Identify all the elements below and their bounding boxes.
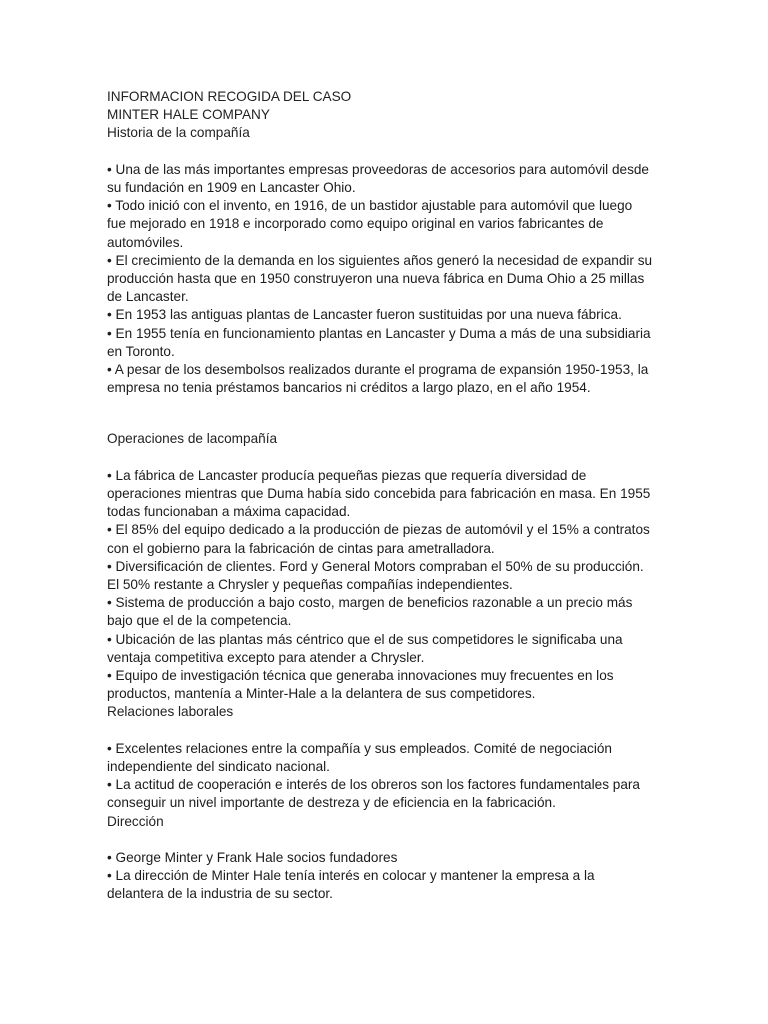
section-heading-direccion: Dirección bbox=[107, 813, 164, 829]
bullet-line: de Lancaster. bbox=[107, 289, 189, 305]
bullet-line: • Equipo de investigación técnica que generaba innovaciones muy frecuentes en los bbox=[107, 668, 614, 684]
bullet-line: • En 1955 tenía en funcionamiento plantas en Lancaster y Duma a más de una subsidiaria bbox=[107, 325, 651, 341]
bullet-line: • Excelentes relaciones entre la compañía y sus empleados. Comité de negociación bbox=[107, 740, 612, 756]
bullet-line: conseguir un nivel importante de destreza y de eficiencia en la fabricación. bbox=[107, 795, 556, 811]
section-operaciones-bullets bbox=[107, 467, 662, 704]
bullet-line: empresa no tenia préstamos bancarios ni créditos a largo plazo, en el año 1954. bbox=[107, 380, 591, 396]
bullet-line: delantera de la industria de su sector. bbox=[107, 886, 333, 902]
bullet-line: bajo que el de la competencia. bbox=[107, 613, 292, 629]
bullet-line: • La actitud de cooperación e interés de los obreros son los factores fundamentales para bbox=[107, 777, 640, 793]
bullet-line: productos, mantenía a Minter-Hale a la delantera de sus competidores. bbox=[107, 686, 536, 702]
bullet-line: todas funcionaban a máxima capacidad. bbox=[107, 504, 351, 520]
section-direccion-bullets bbox=[107, 849, 662, 904]
bullet-line: automóviles. bbox=[107, 234, 184, 250]
section-heading-operaciones: Operaciones de lacompañía bbox=[107, 431, 278, 447]
bullet-line: ventaja competitiva excepto para atender a Chrysler. bbox=[107, 649, 425, 665]
document-page bbox=[107, 88, 662, 904]
bullet-line: • La dirección de Minter Hale tenía interés en colocar y mantener la empresa a la bbox=[107, 868, 595, 884]
document-title-line-1: INFORMACION RECOGIDA DEL CASO bbox=[107, 89, 352, 104]
bullet-line: • Sistema de producción a bajo costo, margen de beneficios razonable a un precio más bbox=[107, 595, 633, 611]
bullet-line: • En 1953 las antiguas plantas de Lancaster fueron sustituidas por una nueva fábrica. bbox=[107, 307, 622, 323]
bullet-line: • Una de las más importantes empresas proveedoras de accesorios para automóvil desde bbox=[107, 161, 649, 177]
section-historia-bullets bbox=[107, 161, 662, 398]
bullet-line: su fundación en 1909 en Lancaster Ohio. bbox=[107, 180, 356, 195]
bullet-line: en Toronto. bbox=[107, 343, 175, 359]
bullet-line: El 50% restante a Chrysler y pequeñas compañías independientes. bbox=[107, 577, 513, 593]
bullet-line: • Ubicación de las plantas más céntrico que el de sus competidores le significaba una bbox=[107, 631, 623, 647]
bullet-line: • Diversificación de clientes. Ford y General Motors compraban el 50% de su producción. bbox=[107, 558, 644, 574]
bullet-line: fue mejorado en 1918 e incorporado como equipo original en varios fabricantes de bbox=[107, 216, 604, 232]
document-title-line-2: MINTER HALE COMPANY bbox=[107, 107, 270, 123]
section-heading-relaciones: Relaciones laborales bbox=[107, 704, 234, 720]
bullet-line: • George Minter y Frank Hale socios fundadores bbox=[107, 850, 398, 866]
bullet-line: independiente del sindicato nacional. bbox=[107, 759, 330, 775]
section-heading-historia: Historia de la compañía bbox=[107, 125, 250, 141]
bullet-line: • Todo inició con el invento, en 1916, de un bastidor ajustable para automóvil que luego bbox=[107, 198, 633, 214]
bullet-line: con el gobierno para la fabricación de cintas para ametralladora. bbox=[107, 540, 495, 556]
bullet-line: • La fábrica de Lancaster producía pequeñas piezas que requería diversidad de bbox=[107, 467, 587, 483]
bullet-line: • El crecimiento de la demanda en los siguientes años generó la necesidad de expandir su bbox=[107, 252, 653, 268]
bullet-line: operaciones mientras que Duma había sido concebida para fabricación en masa. En 1955 bbox=[107, 486, 651, 502]
bullet-line: • A pesar de los desembolsos realizados durante el programa de expansión 1950-1953, la bbox=[107, 362, 649, 378]
section-relaciones-bullets bbox=[107, 740, 662, 813]
bullet-line: producción hasta que en 1950 construyeron una nueva fábrica en Duma Ohio a 25 millas bbox=[107, 271, 645, 287]
bullet-line: • El 85% del equipo dedicado a la producción de piezas de automóvil y el 15% a contratos bbox=[107, 522, 650, 538]
